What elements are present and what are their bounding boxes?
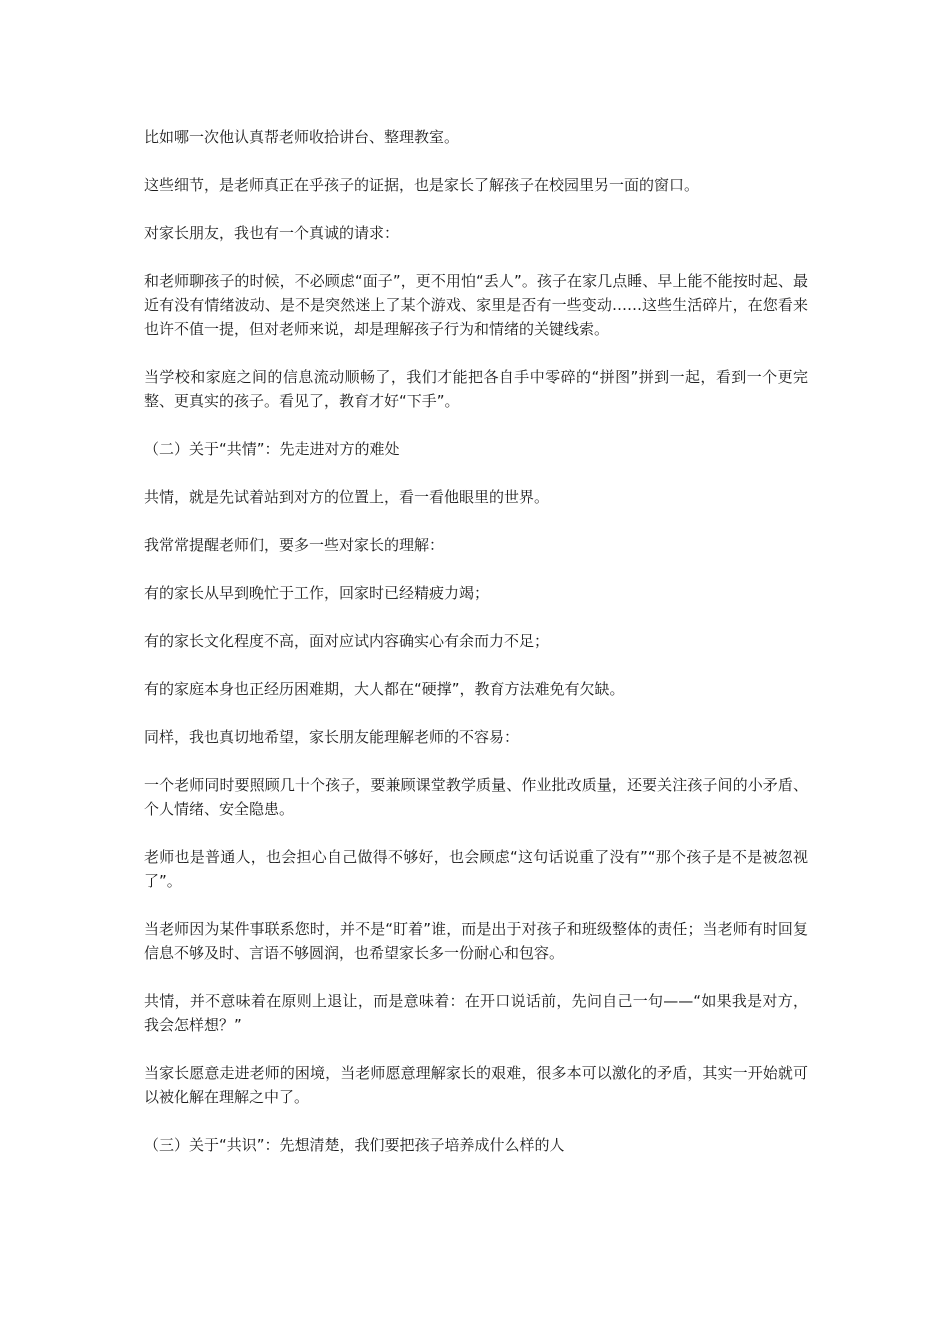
paragraph-16: 共情，并不意味着在原则上退让，而是意味着：在开口说话前，先问自己一句——“如果我是对方，我会怎样想？” <box>144 992 808 1034</box>
paragraph-14: 老师也是普通人，也会担心自己做得不够好，也会顾虑“这句话说重了没有”“那个孩子是不是被忽视了”。 <box>144 848 808 890</box>
paragraph-10: 有的家长文化程度不高，面对应试内容确实心有余而力不足； <box>144 632 550 650</box>
paragraph-3: 对家长朋友，我也有一个真诚的请求： <box>144 224 400 242</box>
section-heading-3: （三）关于“共识”：先想清楚，我们要把孩子培养成什么样的人 <box>144 1136 565 1154</box>
section-heading-2: （二）关于“共情”：先走进对方的难处 <box>144 440 400 458</box>
paragraph-4: 和老师聊孩子的时候，不必顾虑“面子”，更不用怕“丢人”。孩子在家几点睡、早上能不能按时起、最近有没有情绪波动、是不是突然迷上了某个游戏、家里是否有一些变动……这些生活碎片，在您看来也许不值一提，但对老师来说，却是理解孩子行为和情绪的关键线索。 <box>144 272 808 338</box>
paragraph-11: 有的家庭本身也正经历困难期，大人都在“硬撑”，教育方法难免有欠缺。 <box>144 680 625 698</box>
paragraph-15: 当老师因为某件事联系您时，并不是“盯着”谁，而是出于对孩子和班级整体的责任；当老师有时回复信息不够及时、言语不够圆润，也希望家长多一份耐心和包容。 <box>144 920 808 962</box>
paragraph-2: 这些细节，是老师真正在乎孩子的证据，也是家长了解孩子在校园里另一面的窗口。 <box>144 176 700 194</box>
paragraph-8: 我常常提醒老师们，要多一些对家长的理解： <box>144 536 445 554</box>
paragraph-1: 比如哪一次他认真帮老师收拾讲台、整理教室。 <box>144 128 460 146</box>
document-body <box>144 125 808 1181</box>
paragraph-12: 同样，我也真切地希望，家长朋友能理解老师的不容易： <box>144 728 520 746</box>
paragraph-13: 一个老师同时要照顾几十个孩子，要兼顾课堂教学质量、作业批改质量，还要关注孩子间的小矛盾、个人情绪、安全隐患。 <box>144 776 808 818</box>
paragraph-9: 有的家长从早到晚忙于工作，回家时已经精疲力竭； <box>144 584 490 602</box>
paragraph-7: 共情，就是先试着站到对方的位置上，看一看他眼里的世界。 <box>144 488 550 506</box>
paragraph-17: 当家长愿意走进老师的困境，当老师愿意理解家长的艰难，很多本可以激化的矛盾，其实一开始就可以被化解在理解之中了。 <box>144 1064 808 1106</box>
paragraph-5: 当学校和家庭之间的信息流动顺畅了，我们才能把各自手中零碎的“拼图”拼到一起，看到一个更完整、更真实的孩子。看见了，教育才好“下手”。 <box>144 368 808 410</box>
